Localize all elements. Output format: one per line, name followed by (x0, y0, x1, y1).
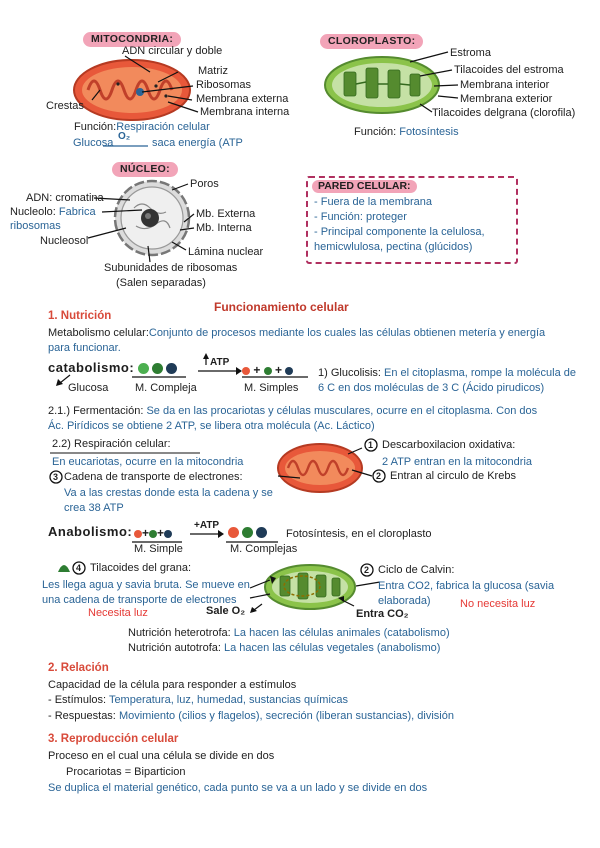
calvin-detail2: elaborada) (378, 595, 431, 607)
molecule-dot-green (264, 367, 272, 375)
descarbox-label: Descarboxilacion oxidativa: (382, 439, 516, 451)
cloro-funcion (354, 126, 459, 139)
krebs-label: Entran al circulo de Krebs (390, 470, 516, 482)
no-necesita-luz-label: No necesita luz (460, 598, 536, 610)
nucleo-mb-ext-label: Mb. Externa (196, 208, 256, 220)
number-2b: 2 (364, 565, 370, 575)
catabolismo-m-compleja: M. Compleja (135, 382, 197, 394)
sale-o2-label: Sale O₂ (206, 605, 246, 617)
respuestas-label: - Respuestas: (48, 710, 116, 722)
anabolismo-label: Anabolismo: (48, 524, 133, 539)
fermentacion-value1: Se da en las procariotas y células musculares, ocurre en el citoplasma. Con dos (146, 405, 538, 417)
nucleo-lamina-label: Lámina nuclear (188, 246, 264, 258)
pared-title: PARED CELULAR: (312, 180, 417, 193)
necesita-luz-label: Necesita luz (88, 607, 148, 619)
fermentacion-label: 2.1.) Fermentación: (48, 405, 144, 417)
reproduccion-procariotas: Procariotas = Biparticion (66, 766, 186, 778)
nucleo-mb-int-label: Mb. Interna (196, 222, 252, 234)
metabolismo-line1 (48, 327, 545, 340)
metabolismo-label: Metabolismo celular: (48, 327, 149, 339)
mito-glucosa: Glucosa (73, 137, 114, 149)
molecule-dot-orange (242, 367, 250, 375)
number-2: 2 (376, 471, 382, 481)
mito-funcion-label: Función: (74, 121, 117, 133)
tilacoides-detail1: Les llega agua y savia bruta. Se mueve en (42, 579, 250, 591)
nutricion-heading: 1. Nutrición (48, 310, 112, 322)
calvin-detail1: Entra CO2, fabrica la glucosa (savia (378, 580, 555, 592)
anabolismo-complex-molecule (228, 526, 267, 539)
respiracion-value: En eucariotas, ocurre en la mitocondria (52, 456, 244, 468)
pared-line3: - Principal componente la celulosa, (314, 226, 485, 238)
catabolismo-m-simples: M. Simples (244, 382, 299, 394)
respiracion-label: 2.2) Respiración celular: (52, 438, 171, 450)
molecule-dot-navy (285, 367, 293, 375)
pared-celular-box (306, 176, 518, 264)
cloro-funcion-value: Fotosíntesis (399, 126, 459, 138)
descarbox-detail: 2 ATP entran en la mitocondria (382, 456, 533, 468)
cloro-estroma-label: Estroma (450, 47, 491, 59)
mito-matriz-label: Matriz (198, 65, 228, 77)
pared-line2: - Función: proteger (314, 211, 407, 223)
mito-ribosomas-label: Ribosomas (196, 79, 252, 91)
cloro-mem-ext-label: Membrana exterior (460, 93, 553, 105)
tilacoides-detail2: una cadena de transporte de electrones (42, 594, 237, 606)
heterotrofa-line (128, 627, 450, 640)
mito-funcion-value: Respiración celular (116, 121, 210, 133)
mito-mem-ext-label: Membrana externa (196, 93, 289, 105)
nucleo-nucleolo (10, 206, 96, 219)
molecule-dot-navy (256, 527, 267, 538)
autotrofa-label: Nutrición autotrofa: (128, 642, 221, 654)
relacion-estimulos (48, 694, 348, 707)
number-4: 4 (76, 563, 82, 573)
reproduccion-proceso: Proceso en el cual una célula se divide en dos (48, 750, 275, 762)
mito-crestas-label: Crestas (46, 100, 84, 112)
reproduccion-heading: 3. Reproducción celular (48, 733, 179, 745)
glucolisis-label: 1) Glucolisis: (318, 367, 381, 379)
reproduccion-duplica: Se duplica el material genético, cada punto se va a un lado y se divide en dos (48, 782, 428, 794)
catabolismo-simple-molecules: + + (242, 364, 293, 377)
relacion-capacidad: Capacidad de la célula para responder a estímulos (48, 679, 297, 691)
number-3: 3 (53, 472, 59, 482)
anabolismo-atp: +ATP (194, 520, 220, 531)
mitocondria-title: MITOCONDRIA: (83, 32, 181, 47)
mito-energia: saca energía (ATP (152, 137, 243, 149)
number-1: 1 (368, 440, 374, 450)
pared-line4: hemicwlulosa, pectina (glúcidos) (314, 241, 473, 253)
nucleo-nucleolo-value2: ribosomas (10, 220, 61, 232)
tilacoides-label: Tilacoides del grana: (90, 562, 192, 574)
catabolismo-glucosa: Glucosa (68, 382, 109, 394)
relacion-heading: 2. Relación (48, 662, 109, 674)
cloro-mem-int-label: Membrana interior (460, 79, 550, 91)
nucleo-poros-label: Poros (190, 178, 219, 190)
anabolismo-atp-text: ATP (199, 520, 220, 531)
nucleo-adn-label: ADN: cromatina (26, 192, 104, 204)
heterotrofa-label: Nutrición heterotrofa: (128, 627, 231, 639)
glucolisis-value2: 6 C en dos moléculas de 3 C (Ácido pirudicos) (318, 382, 545, 394)
mito-mem-int-label: Membrana interna (200, 106, 290, 118)
heterotrofa-value: La hacen las células animales (catabolismo) (233, 627, 450, 639)
autotrofa-line (128, 642, 440, 655)
funcionamiento-title: Funcionamiento celular (214, 300, 349, 314)
anabolismo-simple-molecules: + + (134, 527, 172, 540)
glucolisis-line1 (318, 367, 576, 380)
metabolismo-value1: Conjunto de procesos mediante los cuales las células obtienen metería y energía (148, 327, 546, 339)
nucleo-title: NÚCLEO: (112, 162, 178, 177)
molecule-dot-green (242, 527, 253, 538)
glucolisis-value1: En el citoplasma, rompe la molécula de (384, 367, 577, 379)
fotosintesis-label: Fotosíntesis, en el cloroplasto (286, 528, 432, 540)
catabolismo-label: catabolismo: (48, 360, 135, 375)
molecule-dot-orange (228, 527, 239, 538)
nucleo-nucleolo-value1: Fabrica (58, 206, 96, 218)
nucleo-subunidades-label: Subunidades de ribosomas (104, 262, 238, 274)
cadena-detail2: crea 38 ATP (64, 502, 124, 514)
metabolismo-value2: para funcionar. (48, 342, 121, 354)
cloro-funcion-label: Función: (354, 126, 397, 138)
anabolismo-m-simple: M. Simple (134, 543, 183, 555)
catabolismo-atp: ATP (210, 357, 230, 368)
cadena-label: Cadena de transporte de electrones: (64, 471, 243, 483)
entra-co2-label: Entra CO₂ (356, 608, 409, 620)
estimulos-label: - Estímulos: (48, 694, 107, 706)
respuestas-value: Movimiento (cilios y flagelos), secreción (liberan sustancias), división (118, 710, 454, 722)
cloro-tilacoides-grana-label: Tilacoides delgrana (clorofila) (432, 107, 576, 119)
pared-line1: - Fuera de la membrana (314, 196, 432, 208)
nucleo-salen-label: (Salen separadas) (116, 277, 206, 289)
mito-o2: O₂ (118, 131, 131, 142)
calvin-label: Ciclo de Calvin: (378, 564, 455, 576)
relacion-respuestas (48, 710, 454, 723)
nucleo-nucleolo-label: Nucleolo: (10, 206, 56, 218)
estimulos-value: Temperatura, luz, humedad, sustancias químicas (108, 694, 348, 706)
fermentacion-line1 (48, 405, 537, 418)
anabolismo-m-complejas: M. Complejas (230, 543, 298, 555)
nucleo-nucleosol-label: Nucleosol (40, 235, 89, 247)
cloro-tilacoides-estroma-label: Tilacoides del estroma (454, 64, 564, 76)
fermentacion-value2: Ác. Pirídicos se obtiene 2 ATP, se libera otra molécula (Ac. Láctico) (48, 420, 375, 432)
mito-adn-label: ADN circular y doble (122, 45, 223, 57)
cadena-detail1: Va a las crestas donde esta la cadena y se (64, 487, 273, 499)
cloroplasto-title: CLOROPLASTO: (320, 34, 423, 49)
autotrofa-value: La hacen las células vegetales (anabolismo) (224, 642, 441, 654)
